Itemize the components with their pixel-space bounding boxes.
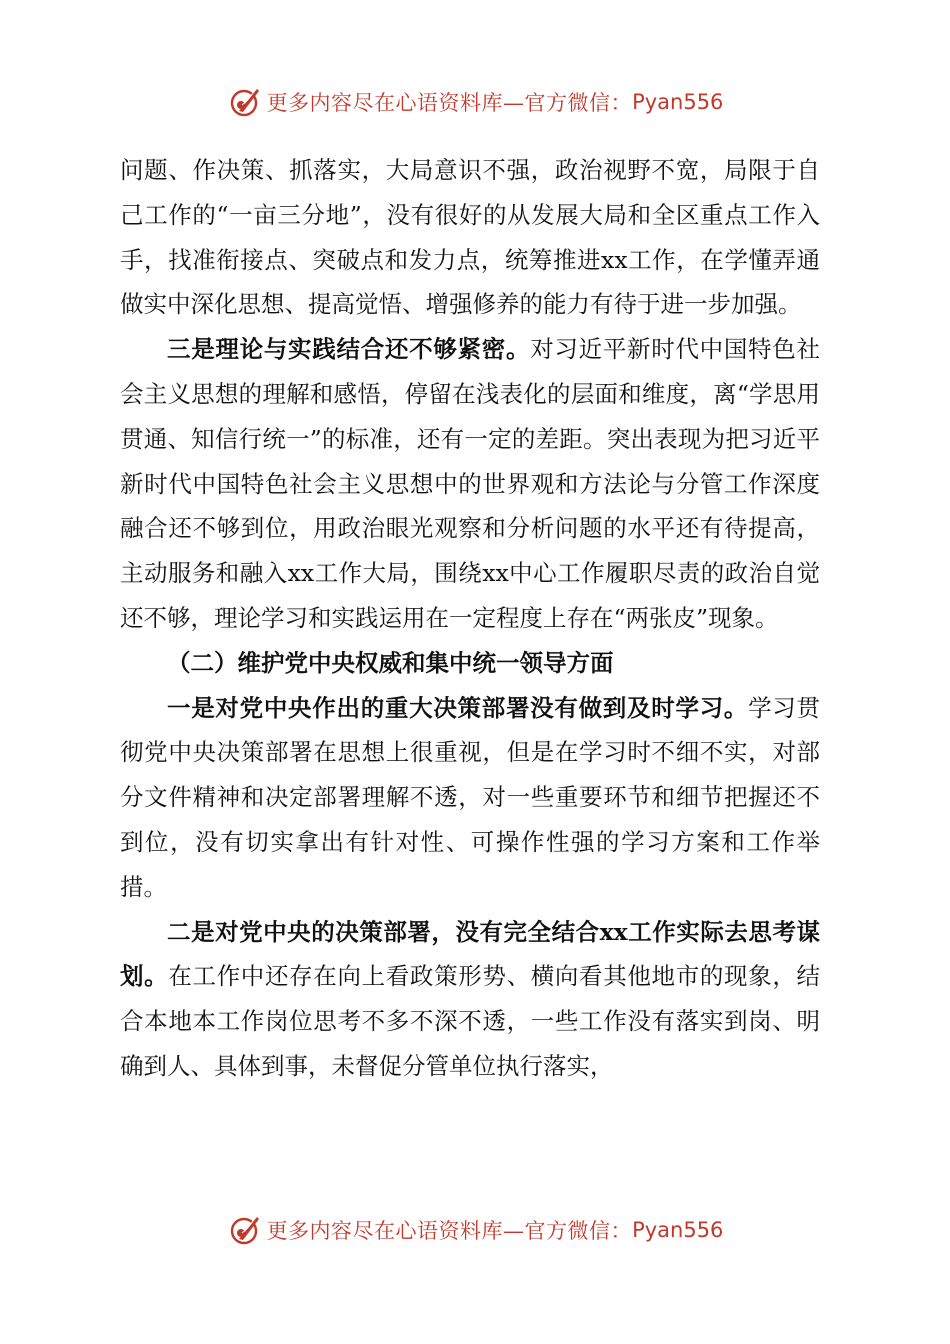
paragraph-2 (120, 327, 820, 641)
paragraph-1-body: 问题、作决策、抓落实，大局意识不强，政治视野不宽，局限于自己工作的“一亩三分地”，没有很好的从发展大局和全区重点工作入手，找准衔接点、突破点和发力点，统筹推进xx工作，在学懂弄通做实中深化思想、提高觉悟、增强修养的能力有待于进一步加强。 (120, 156, 820, 319)
header-banner (0, 82, 950, 122)
paragraph-4-lead: 二是对党中央的决策部署，没有完全结合xx工作实际去思考谋划。 (120, 917, 820, 991)
paragraph-3-lead: 一是对党中央作出的重大决策部署没有做到及时学习。 (167, 693, 749, 722)
paragraph-2-lead: 三是理论与实践结合还不够紧密。 (167, 335, 531, 364)
quill-logo-icon (227, 85, 261, 119)
paragraph-4 (120, 910, 820, 1089)
paragraph-4-body: 在工作中还存在向上看政策形势、横向看其他地市的现象，结合本地本工作岗位思考不多不深不透，一些工作没有落实到岗、明确到人、具体到事，未督促分管单位执行落实， (120, 962, 821, 1080)
quill-logo-icon (227, 1213, 261, 1247)
document-body (120, 148, 820, 1089)
paragraph-3-body: 学习贯彻党中央决策部署在思想上很重视，但是在学习时不细不实，对部分文件精神和决定部署理解不透，对一些重要环节和细节把握还不到位，没有切实拿出有针对性、可操作性强的学习方案和工作举措。 (120, 693, 821, 901)
header-banner-text: 更多内容尽在心语资料库—官方微信： (266, 91, 633, 115)
header-banner-id: Pyan556 (632, 90, 724, 114)
paragraph-1 (120, 148, 820, 327)
footer-banner (0, 1210, 950, 1250)
paragraph-3 (120, 686, 820, 910)
footer-banner-id: Pyan556 (632, 1218, 724, 1242)
paragraph-2-body: 对习近平新时代中国特色社会主义思想的理解和感悟，停留在浅表化的层面和维度，离“学思用贯通、知信行统一”的标准，还有一定的差距。突出表现为把习近平新时代中国特色社会主义思想中的世界观和方法论与分管工作深度融合还不够到位，用政治眼光观察和分析问题的水平还有待提高，主动服务和融入xx工作大局，围绕xx中心工作履职尽责的政治自觉还不够，理论学习和实践运用在一定程度上存在“两张皮”现象。 (120, 335, 821, 632)
section-heading: （二）维护党中央权威和集中统一领导方面 (167, 648, 614, 677)
footer-banner-text: 更多内容尽在心语资料库—官方微信： (266, 1219, 633, 1243)
